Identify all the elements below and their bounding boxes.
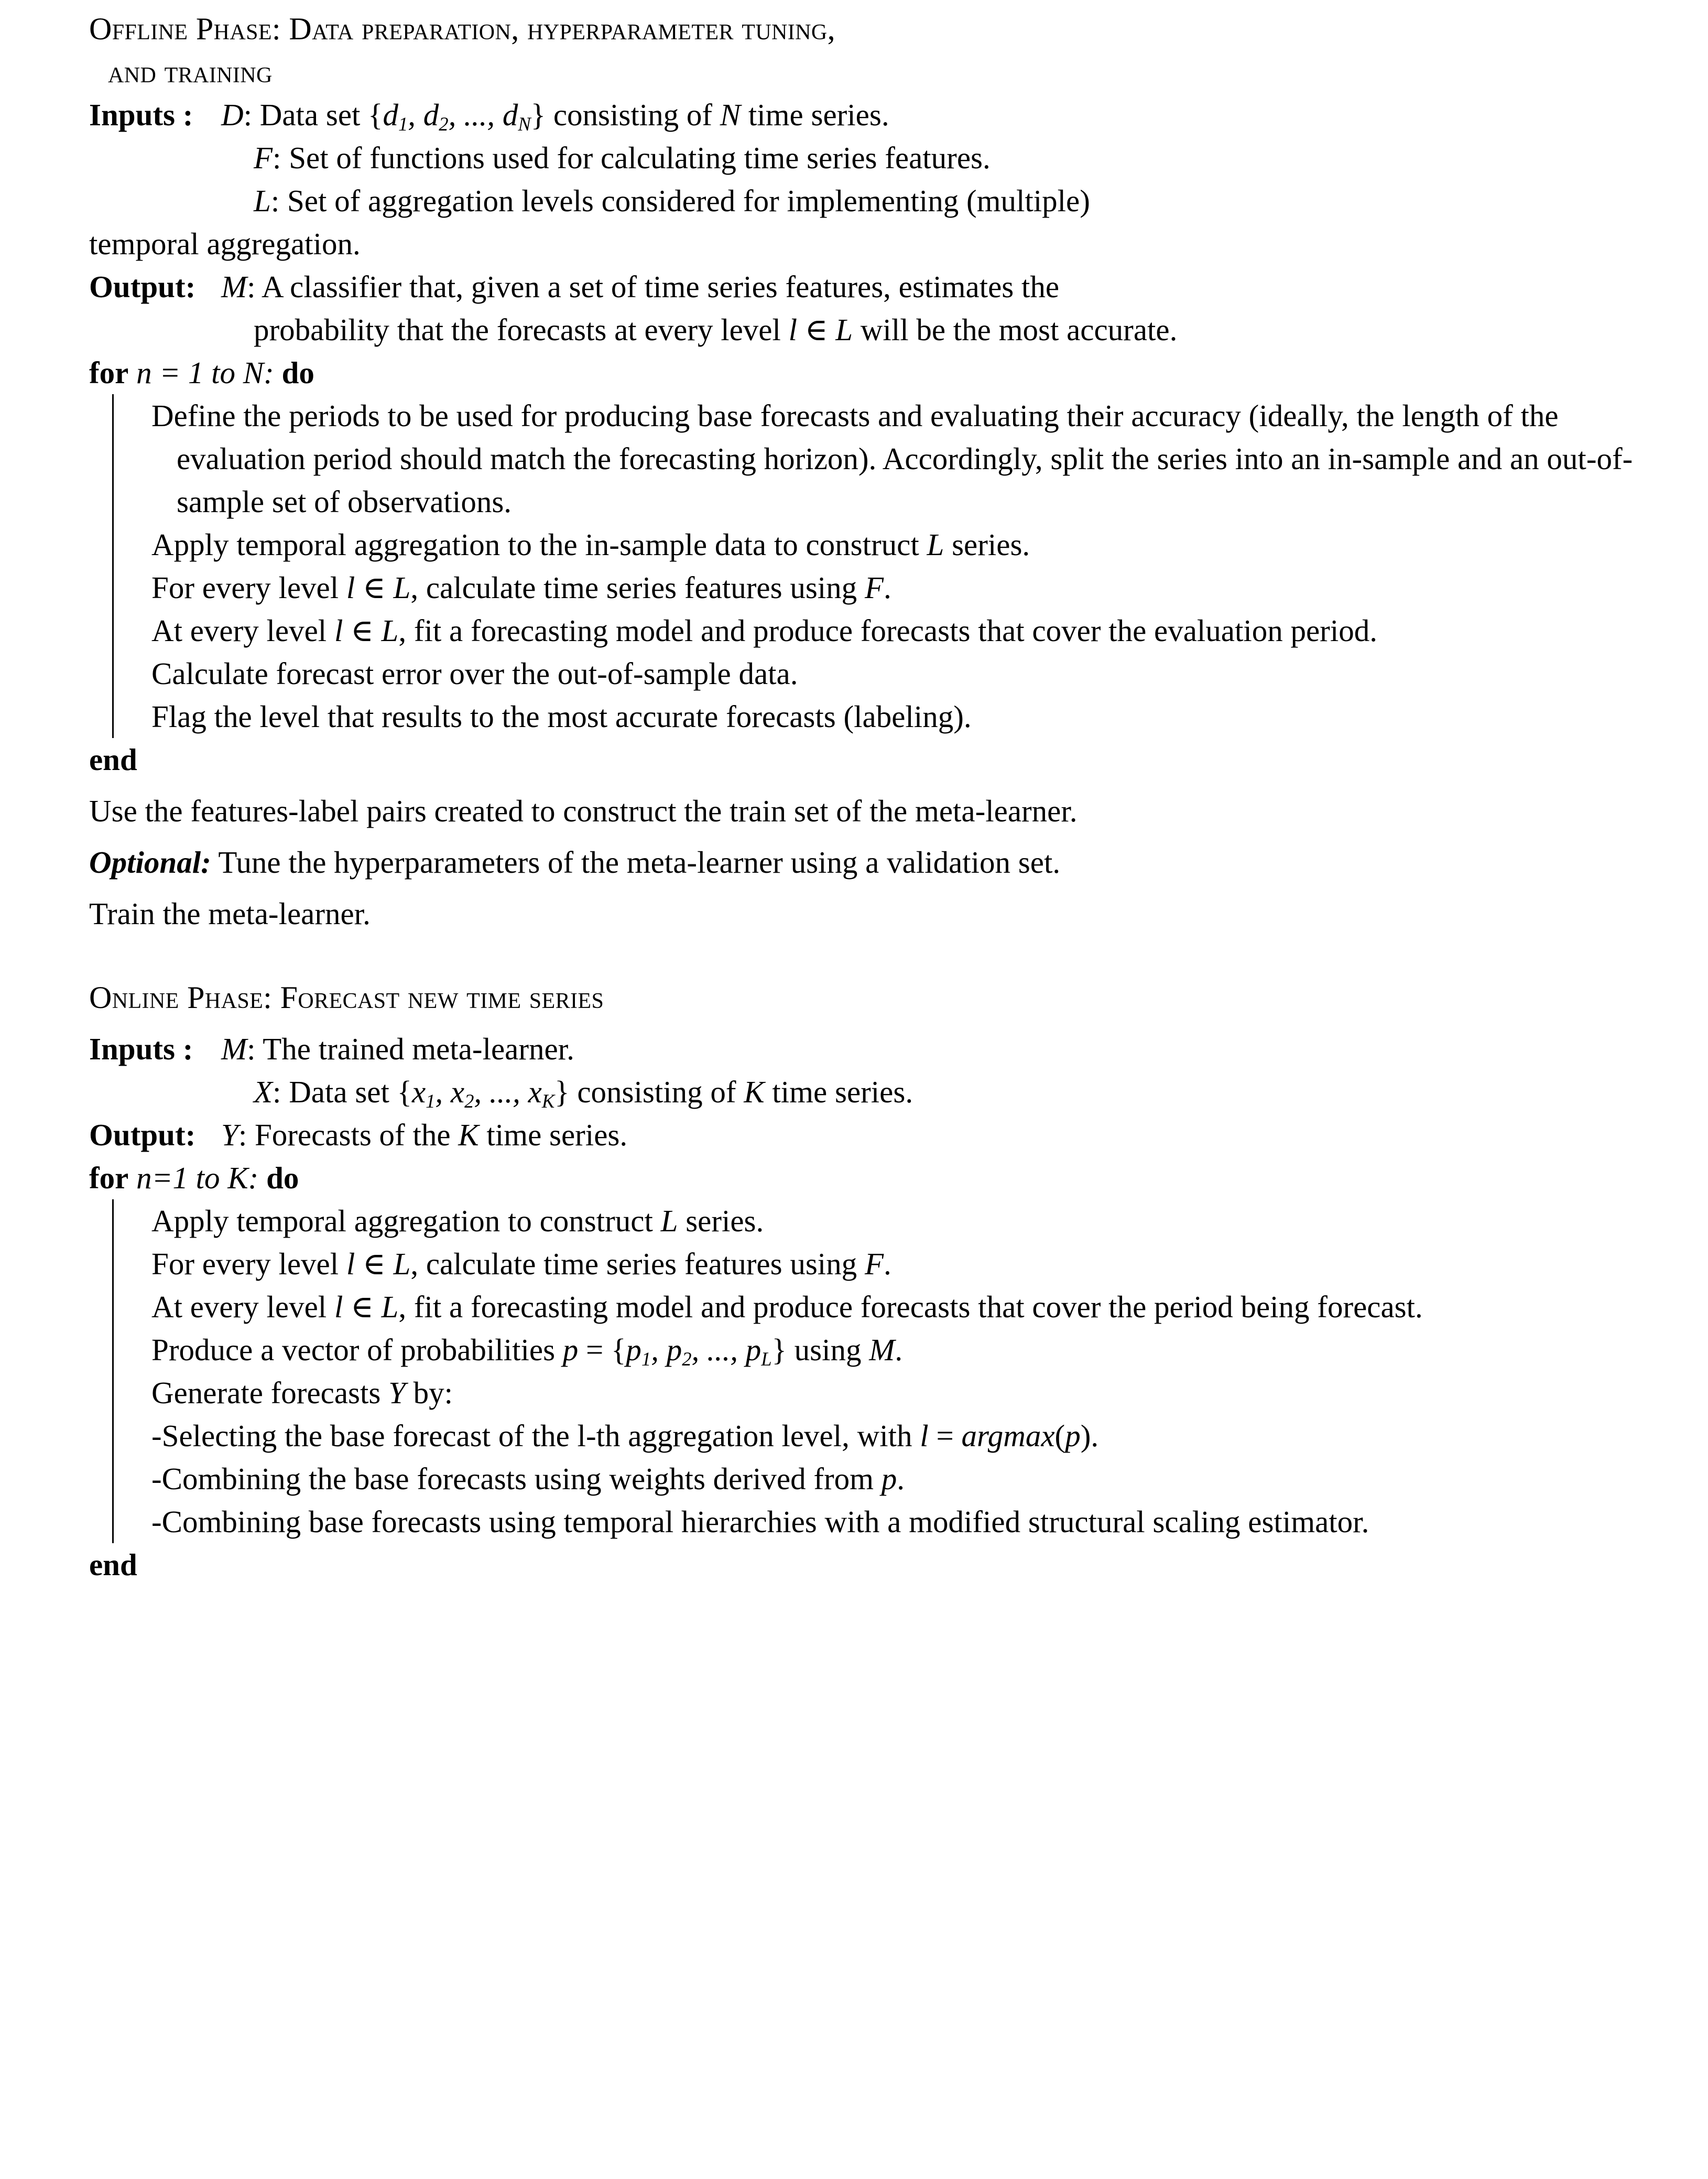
online-step-calculate-features: For every level l ∈ L, calculate time series features using F.: [151, 1246, 891, 1281]
online-input-X-set-items: $x_1$, $x_2$, ..., $x_K$: [411, 1075, 555, 1112]
online-step-fit-forecasting-model: At every level l ∈ L, fit a forecasting model and produce forecasts that cover the period being forecast.: [151, 1289, 1423, 1324]
online-step-generate-forecasts: Generate forecasts Y by:: [151, 1375, 453, 1410]
offline-step-apply-temporal-aggregation: Apply temporal aggregation to the in-sample data to construct L series.: [151, 527, 1030, 562]
offline-step-define-periods-l4: out-of-sample set of observations.: [177, 441, 1633, 519]
offline-inputs-label: Inputs :: [89, 97, 193, 132]
offline-post-train-meta-learner: Train the meta-learner.: [89, 896, 371, 931]
online-option-temporal-hierarchies: -Combining base forecasts using temporal hierarchies with a modified structural scaling estimator.: [151, 1504, 1369, 1539]
online-end-keyword: end: [89, 1547, 137, 1582]
spacer: [89, 781, 1677, 789]
offline-step-define-periods-l3: forecasting horizon). Accordingly, split the series into an in-sample and an: [618, 441, 1539, 476]
online-inputs-label: Inputs :: [89, 1032, 193, 1066]
offline-output-row: [89, 265, 1677, 351]
offline-input-F: F: Set of functions used for calculating time series features.: [254, 140, 991, 175]
offline-output-body: [221, 265, 1677, 351]
online-loop-body: [112, 1199, 1677, 1543]
offline-input-D-set-items: $d_1$, $d_2$, ..., $d_N$: [383, 97, 531, 135]
probability-vector-items: $p_1$, $p_2$, ..., $p_L$: [626, 1332, 772, 1370]
online-step-produce-probability-vector: Produce a vector of probabilities $p = \{p_1$, $p_2$, ..., $p_L$} using M.: [151, 1332, 903, 1370]
online-step-fit-forecasting-model-cont: the period being forecast.: [1108, 1289, 1423, 1324]
online-inputs-row: [89, 1027, 1677, 1113]
online-output-row: [89, 1113, 1677, 1156]
offline-output-line1: M: A classifier that, given a set of time series features, estimates the: [221, 269, 1060, 304]
online-output-label: Output:: [89, 1118, 196, 1152]
offline-phase-title-line1: Offline Phase: Data preparation, hyperparameter tuning,: [89, 12, 836, 46]
offline-output-line2: probability that the forecasts at every level l ∈ L will be the most accurate.: [254, 312, 1178, 347]
spacer: [89, 832, 1677, 841]
spacer: [89, 884, 1677, 892]
online-step-apply-temporal-aggregation: Apply temporal aggregation to construct L series.: [151, 1204, 764, 1238]
online-input-M: M: The trained meta-learner.: [221, 1032, 574, 1066]
offline-step-calculate-features: For every level l ∈ L, calculate time series features using F.: [151, 570, 891, 605]
offline-loop-body: [112, 394, 1677, 738]
online-phase-title: Online Phase: Forecast new time series: [89, 980, 604, 1015]
offline-step-define-periods-l2: accuracy (ideally, the length of the evaluation period should match the: [177, 398, 1559, 476]
online-output-body: [221, 1113, 1677, 1156]
offline-input-D: D: Data set {$d_1$, $d_2$, ..., $d_N$} consisting of N time series.: [221, 97, 889, 135]
offline-end-keyword: end: [89, 742, 137, 777]
offline-post-optional-tuning: Optional: Tune the hyperparameters of the meta-learner using a validation set.: [89, 845, 1061, 880]
phase-separator: [89, 935, 1677, 976]
offline-inputs-continuation: temporal aggregation.: [89, 226, 361, 261]
online-input-X: X: Data set {$x_1$, $x_2$, ..., $x_K$} consisting of K time series.: [254, 1075, 913, 1112]
offline-step-flag-best-level: Flag the level that results to the most accurate forecasts (labeling).: [151, 699, 972, 734]
offline-step-fit-forecasting-model-cont: the evaluation period.: [1108, 613, 1377, 648]
offline-post-construct-train-set: Use the features-label pairs created to construct the train set of the meta-learner.: [89, 794, 1078, 828]
online-output-line: Y: Forecasts of the K time series.: [221, 1118, 628, 1152]
offline-output-label: Output:: [89, 269, 196, 304]
online-option-select-argmax: -Selecting the base forecast of the l-th aggregation level, with l = argmax(p).: [151, 1418, 1099, 1453]
online-option-temporal-hierarchies-l2: structural scaling estimator.: [1028, 1504, 1369, 1539]
offline-step-calculate-forecast-error: Calculate forecast error over the out-of-sample data.: [151, 656, 798, 691]
offline-input-L: L: Set of aggregation levels considered for implementing (multiple): [254, 183, 1090, 218]
online-inputs-body: [221, 1027, 1677, 1113]
offline-phase-title-line2: and training: [108, 55, 273, 89]
spacer: [89, 1019, 1677, 1027]
online-for-header: for n=1 to K: do: [89, 1161, 299, 1195]
offline-inputs-row: [89, 93, 1677, 265]
offline-for-header: for n = 1 to N: do: [89, 355, 314, 390]
offline-step-define-periods: Define the periods to be used for producing base forecasts and evaluating their accuracy (ideally, the length of the evaluation period should match the forecasting horizon). Accordingly, split the series into an in-sample and an out-of-sample set of observations.: [151, 398, 1633, 519]
online-option-combine-weights: -Combining the base forecasts using weights derived from p.: [151, 1461, 905, 1496]
offline-step-fit-forecasting-model: At every level l ∈ L, fit a forecasting model and produce forecasts that cover the evaluation period.: [151, 613, 1377, 648]
